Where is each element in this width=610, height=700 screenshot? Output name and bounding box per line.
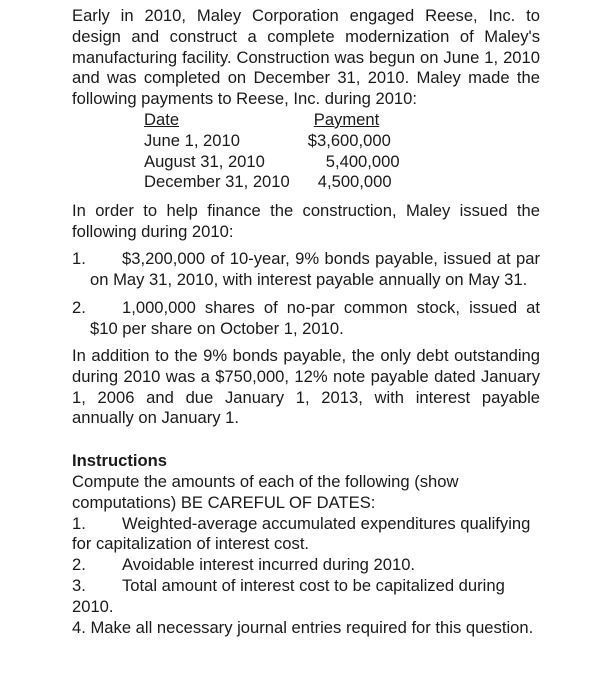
- payment-amount: $3,600,000: [307, 130, 391, 150]
- date-column-header: Date: [144, 109, 180, 129]
- finance-item-number: 2.: [72, 298, 86, 318]
- finance-intro: In order to help finance the construction, Maley issued the following during 2010:: [72, 201, 540, 241]
- payment-row: [144, 172, 400, 193]
- instruction-text: Make all necessary journal entries required for this question.: [90, 617, 534, 637]
- instruction-item: [72, 514, 540, 556]
- payment-date: December 31, 2010: [144, 172, 290, 192]
- payment-amount: 5,400,000: [325, 151, 400, 171]
- payment-amount: 4,500,000: [317, 172, 392, 192]
- payment-date: August 31, 2010: [144, 151, 265, 171]
- instruction-number: 4.: [72, 617, 86, 637]
- instruction-item: [72, 555, 540, 576]
- instruction-item: [72, 576, 540, 618]
- instruction-number: 1.: [72, 513, 86, 533]
- payment-row: [144, 152, 400, 173]
- instruction-text: Total amount of interest cost to be capitalized during 2010.: [72, 575, 505, 616]
- finance-item-text: $3,200,000 of 10-year, 9% bonds payable, issued at par on May 31, 2010, with interest payable annually on May 31.: [90, 248, 540, 289]
- finance-item: [72, 298, 540, 340]
- instruction-number: 3.: [72, 575, 86, 595]
- instructions-heading: Instructions: [72, 451, 167, 471]
- finance-item-text: 1,000,000 shares of no-par common stock, issued at $10 per share on October 1, 2010.: [90, 298, 540, 339]
- instruction-number: 2.: [72, 555, 86, 575]
- payment-date: June 1, 2010: [144, 130, 240, 150]
- intro-paragraph: Early in 2010, Maley Corporation engaged Reese, Inc. to design and construct a complete modernization of Maley's manufacturing facility. Construction was begun on June 1, 2010 and was completed on December 31, 2010. Maley made the following payments to Reese, Inc. during 2010:: [72, 6, 540, 109]
- finance-item-number: 1.: [72, 248, 86, 268]
- instruction-text: Weighted-average accumulated expenditures qualifying for capitalization of interest cost.: [72, 513, 531, 554]
- instructions-intro: Compute the amounts of each of the following (show computations) BE CAREFUL OF DATES:: [72, 471, 459, 512]
- document-page: [72, 6, 540, 638]
- payment-row: [144, 131, 400, 152]
- payment-column-header: Payment: [313, 109, 380, 129]
- finance-item: [72, 249, 540, 291]
- payments-table-header: [144, 110, 400, 131]
- instruction-text: Avoidable interest incurred during 2010.: [122, 555, 416, 575]
- instruction-item: [72, 618, 540, 639]
- other-debt-paragraph: In addition to the 9% bonds payable, the only debt outstanding during 2010 was a $750,000, 12% note payable dated January 1, 2006 and due January 1, 2013, with interest payable annually on January 1.: [72, 345, 540, 428]
- payments-table: [144, 110, 400, 193]
